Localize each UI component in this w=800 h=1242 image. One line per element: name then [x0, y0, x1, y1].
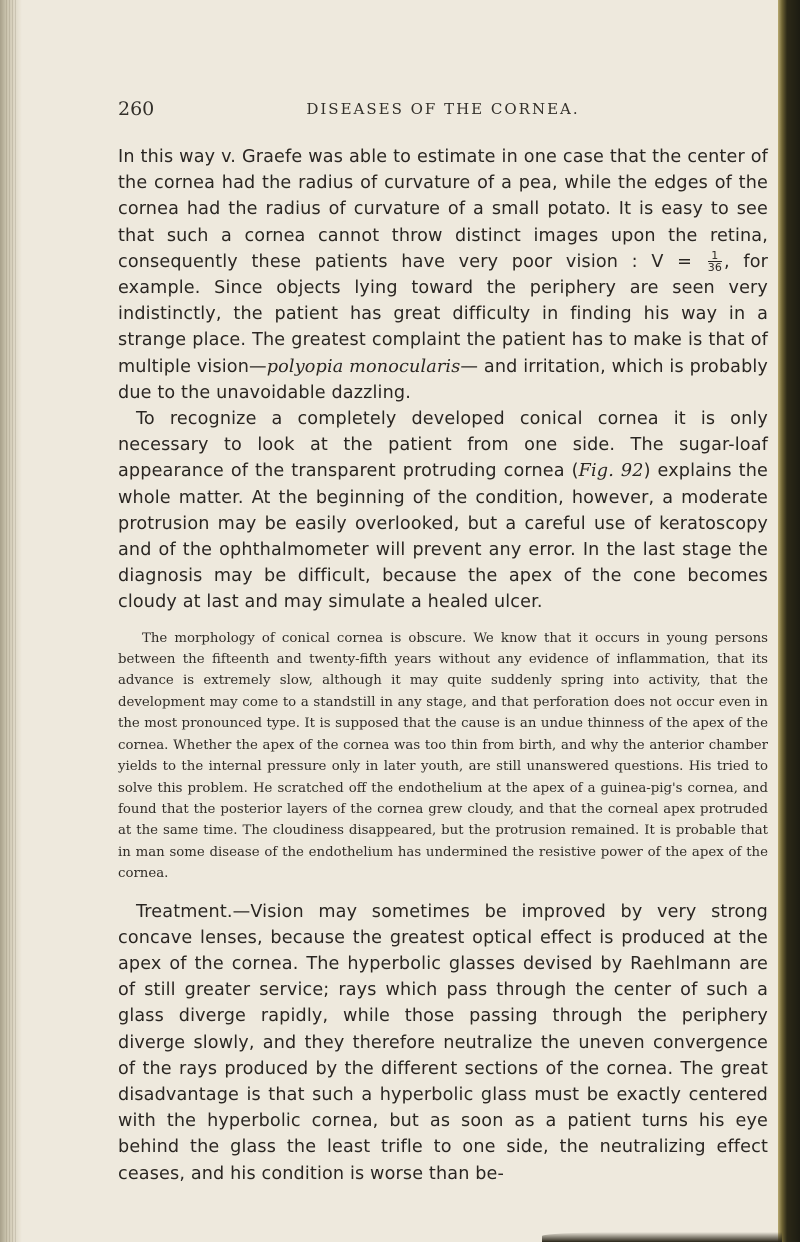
- paragraph-diagnosis: [118, 406, 768, 616]
- small-print-note: [118, 628, 768, 885]
- small-print-text: The morphology of conical cornea is obscure. We know that it occurs in young persons between the fifteenth and twenty-fifth years without any evidence of inflammation, that its advance is extremely slow, although it may quite suddenly spring into activity, that the development may come to a standstill in any stage, and that perforation does not occur even in the most pronounced type. It is supposed that the cause is an undue thinness of the apex of the cornea. Whether the apex of the cornea was too thin from birth, and why the anterior chamber yields to the internal pressure only in later youth, are still unanswered questions. His tried to solve this problem. He scratched off the endothelium at the apex of a guinea-pig's cornea, and found that the posterior layers of the cornea grew cloudy, and that the corneal apex protruded at the same time. The cloudiness disappeared, but the protrusion remained. It is probable that in man some disease of the endothelium has undermined the resistive power of the apex of the cornea.: [118, 630, 768, 882]
- paragraph-diagnosis-continued: ) explains the whole matter. At the beginning of the condition, however, a moderate protrusion may be easily overlooked, but a careful use of keratoscopy and of the ophthalmometer will prevent any error. In the last stage the diagnosis may be difficult, because the apex of the cone becomes cloudy at last and may simulate a healed ulcer.: [118, 461, 768, 613]
- paragraph-diagnosis-text: To recognize a completely developed conical cornea it is only necessary to look at the patient from one side. The sugar-loaf appearance of the transparent protruding cornea (: [118, 409, 768, 482]
- italic-term: polyopia monocularis: [266, 356, 461, 377]
- page-header: [118, 98, 768, 130]
- running-title: DISEASES OF THE CORNEA.: [306, 100, 580, 118]
- figure-reference: Fig. 92: [578, 461, 644, 482]
- paragraph-vision-ending: — and irritation, which is probably due to the unavoidable dazzling.: [118, 356, 768, 403]
- book-page: [118, 98, 768, 1187]
- vision-fraction: [708, 250, 722, 273]
- treatment-heading: Treatment.: [136, 901, 233, 922]
- paragraph-vision-continued: , for example. Since objects lying toward the periphery are seen very indistinctly, the patient has great difficulty in finding his way in a strange place. The greatest complaint the patient has to make is that of multiple vision—: [118, 251, 768, 377]
- fraction-numerator: 1: [708, 250, 722, 262]
- page-edge-shadow: [542, 1232, 782, 1242]
- page-edge: [778, 0, 800, 1242]
- paragraph-vision-text: In this way v. Graefe was able to estimate in one case that the center of the cornea had the radius of curvature of a pea, while the edges of the cornea had the radius of curvature of a small potato. It is easy to see that such a cornea cannot throw distinct images upon the retina, consequently these patients have very poor vision : V =: [118, 147, 768, 272]
- paragraph-treatment: [118, 899, 768, 1187]
- fraction-denominator: 36: [707, 261, 722, 275]
- page-number: 260: [118, 98, 155, 120]
- binding-texture: [6, 0, 18, 1242]
- treatment-text: —Vision may sometimes be improved by very strong concave lenses, because the greatest optical effect is produced at the apex of the cornea. The hyperbolic glasses devised by Raehlmann are of still greater service; rays which pass through the center of such a glass diverge rapidly, while those passing through the periphery diverge slowly, and they therefore neutralize the uneven convergence of the rays produced by the different sections of the cornea. The great disadvantage is that such a hyperbolic glass must be exactly centered with the hyperbolic cornea, but as soon as a patient turns his eye behind the glass the least trifle to one side, the neutralizing effect ceases, and his condition is worse than be-: [118, 901, 768, 1184]
- paragraph-vision: [118, 144, 768, 406]
